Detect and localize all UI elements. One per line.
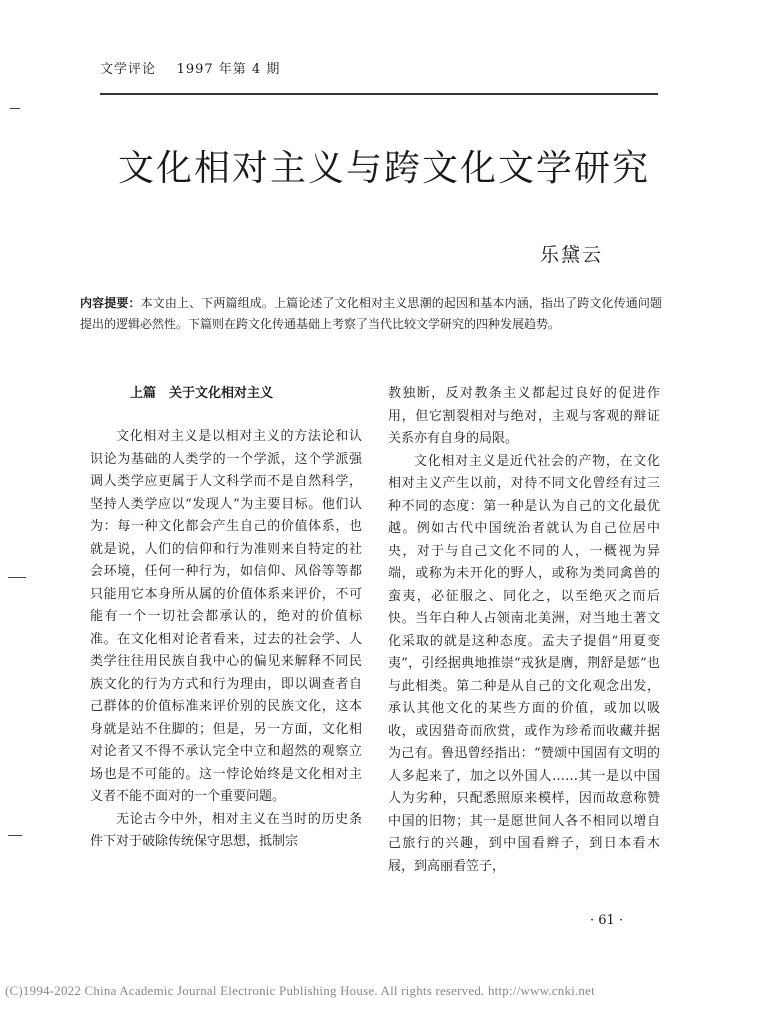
scan-mark [8,835,22,836]
journal-name: 文学评论 [100,62,157,77]
body-paragraph: 教独断，反对教条主义都起过良好的促进作用，但它割裂相对与绝对，主观与客观的辩证关系亦有自身的局限。 [388,386,660,446]
left-column [90,383,362,854]
abstract-text: 本文由上、下两篇组成。上篇论述了文化相对主义思潮的起因和基本内涵，指出了跨文化传通问题提出的逻辑必然性。下篇则在跨文化传通基础上考察了当代比较文学研究的四种发展趋势。 [80,296,662,331]
journal-issue: 1997 年第 4 期 [176,62,281,77]
scan-mark [8,577,26,578]
article-author: 乐黛云 [540,244,604,266]
abstract [80,293,662,335]
header-rule [100,93,658,95]
article-title: 文化相对主义与跨文化文学研究 [117,148,650,189]
abstract-label: 内容提要： [80,296,141,310]
body-paragraph: 文化相对主义是以相对主义的方法论和认识论为基础的人类学的一个学派，这个学派强调人类学应更属于人文科学而不是自然科学，坚持人类学应以“发现人”为主要目标。他们认为：每一种文化都会产生自己的价值体系，也就是说，人们的信仰和行为准则来自特定的社会环境，任何一种行为，如信仰、风俗等等都只能用它本身所从属的价值体系来评价，不可能有一个一切社会都承认的，绝对的价值标准。在文化相对论者看来，过去的社会学、人类学往往用民族自我中心的偏见来解释不同民族文化的行为方式和行为理由，即以调查者自己群体的价值标准来评价别的民族文化，这本身就是站不住脚的；但是，另一方面，文化相对论者又不得不承认完全中立和超然的观察立场也是不可能的。这一悖论始终是文化相对主义者不能不面对的一个重要问题。 [90,429,362,804]
page-number: · 61 · [590,913,624,928]
right-column [388,383,660,878]
running-header [100,58,280,77]
copyright-notice: (C)1994-2022 China Academic Journal Electronic Publishing House. All rights reserved. http://www.cnki.net [5,983,595,998]
body-paragraph: 文化相对主义是近代社会的产物，在文化相对主义产生以前，对待不同文化曾经有过三种不同的态度：第一种是认为自己的文化最优越。例如古代中国统治者就认为自己位居中央，对于与自己文化不同的人，一概视为异端，或称为未开化的野人，或称为类同禽兽的蛮夷，必征服之、同化之，以至绝灭之而后快。当年白种人占领南北美洲，对当地土著文化采取的就是这种态度。孟夫子提倡“用夏变夷”，引经据典地推崇“戎狄是膺，荆舒是惩”也与此相类。第二种是从自己的文化观念出发，承认其他文化的某些方面的价值，或加以吸收，或因猎奇而欣赏，或作为珍希而收藏并据为己有。鲁迅曾经指出：“赞颂中国固有文明的人多起来了，加之以外国人……其一是以中国人为劣种，只配悉照原来模样，因而故意称赞中国的旧物；其一是愿世间人各不相同以增自己旅行的兴趣，到中国看辫子，到日本看木屐，到高丽看笠子， [388,453,660,874]
section-heading: 上篇 关于文化相对主义 [130,386,274,401]
scan-mark [10,108,20,109]
body-paragraph: 无论古今中外，相对主义在当时的历史条件下对于破除传统保守思想，抵制宗 [90,811,362,849]
